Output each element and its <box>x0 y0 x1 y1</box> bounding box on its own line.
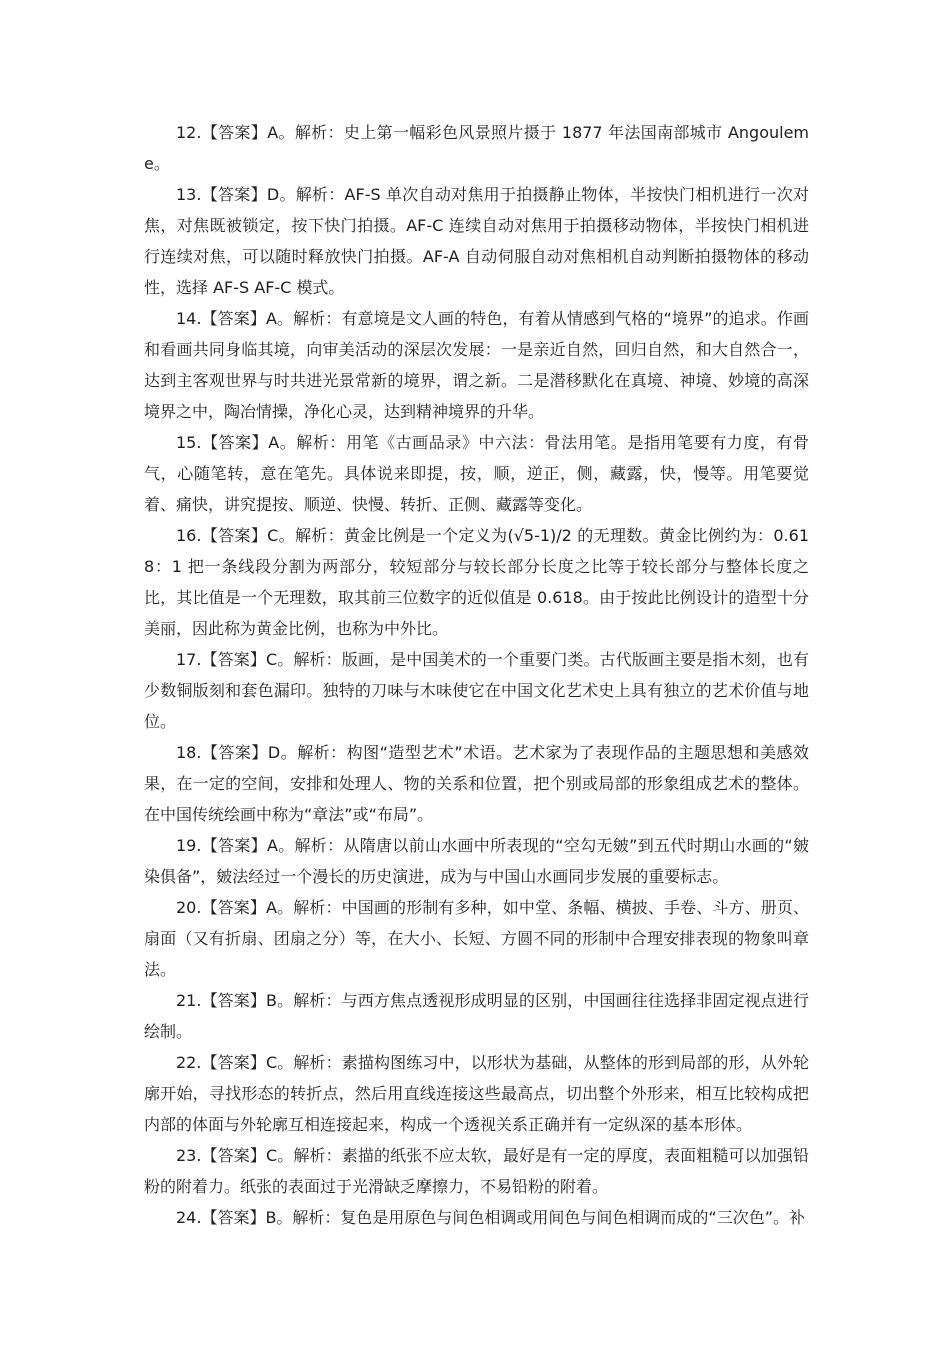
answer-17: 17.【答案】C。解析：版画，是中国美术的一个重要门类。古代版画主要是指木刻，也有少数铜版刻和套色漏印。独特的刀味与木味使它在中国文化艺术史上具有独立的艺术价值与地位。 <box>144 650 809 731</box>
answer-24: 24.【答案】B。解析：复色是用原色与间色相调或用间色与间色相调而成的“三次色”。补 <box>176 1208 806 1227</box>
answer-22: 22.【答案】C。解析：素描构图练习中，以形状为基础，从整体的形到局部的形，从外轮廓开始，寻找形态的转折点，然后用直线连接这些最高点，切出整个外形来，相互比较构成把内部的体面与外轮廓互相连接起来，构成一个透视关系正确并有一定纵深的基本形体。 <box>144 1053 809 1134</box>
answer-list <box>144 117 809 1233</box>
answer-12: 12.【答案】A。解析：史上第一幅彩色风景照片摄于 1877 年法国南部城市 Angouleme。 <box>144 123 809 173</box>
answer-21: 21.【答案】B。解析：与西方焦点透视形成明显的区别，中国画往往选择非固定视点进行绘制。 <box>144 991 809 1041</box>
answer-20: 20.【答案】A。解析：中国画的形制有多种，如中堂、条幅、横披、手卷、斗方、册页、扇面（又有折扇、团扇之分）等，在大小、长短、方圆不同的形制中合理安排表现的物象叫章法。 <box>144 898 809 979</box>
answer-19: 19.【答案】A。解析：从隋唐以前山水画中所表现的“空勾无皴”到五代时期山水画的“皴染俱备”，皴法经过一个漫长的历史演进，成为与中国山水画同步发展的重要标志。 <box>144 836 809 886</box>
answer-15: 15.【答案】A。解析：用笔《古画品录》中六法：骨法用笔。是指用笔要有力度，有骨气，心随笔转，意在笔先。具体说来即提，按，顺，逆正，侧，藏露，快，慢等。用笔要觉着、痛快，讲究提按、顺逆、快慢、转折、正侧、藏露等变化。 <box>144 433 809 514</box>
answer-14: 14.【答案】A。解析：有意境是文人画的特色，有着从情感到气格的“境界”的追求。作画和看画共同身临其境，向审美活动的深层次发展：一是亲近自然，回归自然，和大自然合一，达到主客观世界与时共进光景常新的境界，谓之新。二是潜移默化在真境、神境、妙境的高深境界之中，陶冶情操，净化心灵，达到精神境界的升华。 <box>144 309 809 421</box>
answer-23: 23.【答案】C。解析：素描的纸张不应太软，最好是有一定的厚度，表面粗糙可以加强铅粉的附着力。纸张的表面过于光滑缺乏摩擦力，不易铅粉的附着。 <box>144 1146 809 1196</box>
answer-13: 13.【答案】D。解析：AF-S 单次自动对焦用于拍摄静止物体，半按快门相机进行一次对焦，对焦既被锁定，按下快门拍摄。AF-C 连续自动对焦用于拍摄移动物体，半按快门相机进行连续对焦，可以随时释放快门拍摄。AF-A 自动伺服自动对焦相机自动判断拍摄物体的移动性，选择 AF-S AF-C 模式。 <box>144 185 809 297</box>
answer-18: 18.【答案】D。解析：构图“造型艺术”术语。艺术家为了表现作品的主题思想和美感效果，在一定的空间，安排和处理人、物的关系和位置，把个别或局部的形象组成艺术的整体。在中国传统绘画中称为“章法”或“布局”。 <box>144 743 809 824</box>
answer-16: 16.【答案】C。解析：黄金比例是一个定义为(√5-1)/2 的无理数。黄金比例约为：0.618：1 把一条线段分割为两部分，较短部分与较长部分长度之比等于较长部分与整体长度之比，其比值是一个无理数，取其前三位数字的近似值是 0.618。由于按此比例设计的造型十分美丽，因此称为黄金比例，也称为中外比。 <box>144 526 809 638</box>
